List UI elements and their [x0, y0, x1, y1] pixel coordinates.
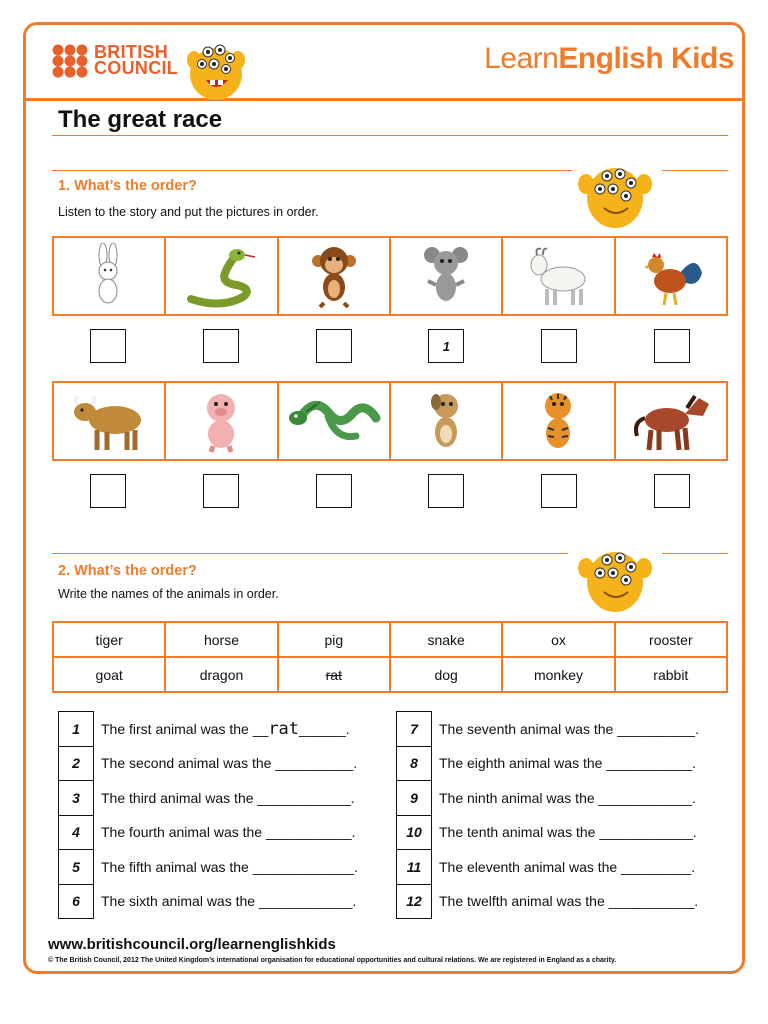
- ox-picture: [54, 383, 166, 459]
- answer-blank[interactable]: __: [252, 720, 269, 737]
- sentence-number: 11: [397, 850, 432, 885]
- sentence-prompt: The eighth animal was the: [439, 755, 607, 772]
- sentence-prompt: The fourth animal was the: [101, 824, 266, 841]
- sentence-end: .: [350, 789, 355, 806]
- sentence-row: [397, 850, 700, 885]
- sentence-number: 1: [59, 712, 94, 747]
- sentence-number: 12: [397, 884, 432, 919]
- sentence-text: [94, 781, 359, 816]
- answer-blank[interactable]: ___________: [608, 893, 695, 910]
- sentence-text: [432, 815, 700, 850]
- word-bank-item: pig: [278, 622, 390, 657]
- title-underline: [52, 135, 728, 136]
- sentence-end: .: [353, 755, 358, 772]
- sentence-prompt: The second animal was the: [101, 755, 276, 772]
- monster-mascot-icon: [180, 36, 252, 102]
- ox-icon: [67, 388, 151, 454]
- word-bank-item: monkey: [502, 657, 614, 692]
- pig-picture: [166, 383, 278, 459]
- order-box[interactable]: [541, 329, 577, 363]
- section2-rule-right: [662, 553, 728, 554]
- answer-blank[interactable]: __________: [275, 755, 354, 772]
- sentence-row: [397, 781, 700, 816]
- sentence-text: [94, 746, 359, 781]
- goat-picture: [503, 238, 615, 314]
- rabbit-picture: [54, 238, 166, 314]
- sentence-number: 6: [59, 884, 94, 919]
- picture-row-2: [52, 381, 728, 461]
- order-box[interactable]: [203, 329, 239, 363]
- sentence-text: [432, 781, 700, 816]
- sentence-row: [59, 781, 359, 816]
- sentence-end: .: [691, 789, 696, 806]
- horse-icon: [629, 388, 713, 454]
- handwritten-answer: rat: [268, 718, 300, 739]
- sentence-number: 3: [59, 781, 94, 816]
- answer-blank[interactable]: ____________: [257, 789, 351, 806]
- sentence-text: [94, 815, 359, 850]
- sentence-number: 9: [397, 781, 432, 816]
- sentence-row: [397, 746, 700, 781]
- sentence-text: [432, 850, 700, 885]
- sentences-left: [58, 711, 359, 919]
- rat-picture: [391, 238, 503, 314]
- dragon-icon: [286, 388, 382, 454]
- word-bank-item: snake: [390, 622, 502, 657]
- rooster-icon: [636, 243, 706, 309]
- sentence-end: .: [351, 824, 356, 841]
- monkey-icon: [304, 243, 364, 309]
- sentence-prompt: The sixth animal was the: [101, 893, 259, 910]
- sentence-row: [59, 815, 359, 850]
- sentence-text: [432, 746, 700, 781]
- order-box[interactable]: [90, 474, 126, 508]
- goat-icon: [523, 243, 593, 309]
- answer-blank[interactable]: ___________: [265, 824, 352, 841]
- section2-rule: [52, 553, 568, 554]
- sentence-text: [432, 712, 700, 747]
- order-box[interactable]: [428, 474, 464, 508]
- answer-blank[interactable]: ____________: [599, 824, 693, 841]
- sentence-end: ______.: [299, 720, 350, 737]
- sentences-right: [396, 711, 700, 919]
- dog-icon: [416, 388, 476, 454]
- sentence-prompt: The third animal was the: [101, 789, 258, 806]
- sentence-number: 7: [397, 712, 432, 747]
- word-bank-item-crossed-out: rat: [278, 657, 390, 692]
- sentence-text: [432, 884, 700, 919]
- tiger-icon: [528, 388, 588, 454]
- section1-heading: 1. What’s the order?: [58, 178, 197, 194]
- snake-icon: [181, 243, 261, 309]
- header-divider: [26, 98, 744, 101]
- sentence-text: [94, 884, 359, 919]
- sentence-row: [59, 884, 359, 919]
- snake-picture: [166, 238, 278, 314]
- sentence-number: 4: [59, 815, 94, 850]
- order-box[interactable]: [316, 474, 352, 508]
- sentence-end: .: [692, 824, 697, 841]
- section2-instruction: Write the names of the animals in order.: [58, 587, 279, 601]
- section1-rule-right: [662, 170, 728, 171]
- sentence-row: [397, 712, 700, 747]
- rat-icon: [416, 243, 476, 309]
- sentence-prompt: The ninth animal was the: [439, 789, 599, 806]
- order-box[interactable]: [541, 474, 577, 508]
- answer-box-row-2: [52, 472, 728, 510]
- word-bank-item: dragon: [165, 657, 277, 692]
- sentence-prompt: The fifth animal was the: [101, 858, 253, 875]
- order-box[interactable]: [316, 329, 352, 363]
- page-title: The great race: [58, 106, 223, 133]
- sentence-row: [397, 815, 700, 850]
- sentence-end: .: [691, 858, 696, 875]
- answer-blank[interactable]: ____________: [598, 789, 692, 806]
- sentence-text: [94, 712, 359, 747]
- sentence-text: [94, 850, 359, 885]
- learnenglish-kids-logo: LearnEnglish Kids: [484, 42, 734, 75]
- footer-copyright: © The British Council, 2012 The United Kingdom’s international organisation for educational opportunities and cultural relations. We are registered in England as a charity.: [48, 957, 617, 964]
- rabbit-icon: [79, 243, 139, 309]
- sentence-prompt: The seventh animal was the: [439, 720, 618, 737]
- dog-picture: [391, 383, 503, 459]
- answer-blank[interactable]: _________: [621, 858, 692, 875]
- answer-blank[interactable]: __________: [617, 720, 696, 737]
- word-bank-item: horse: [165, 622, 277, 657]
- section1-instruction: Listen to the story and put the pictures in order.: [58, 205, 319, 219]
- word-bank-item: rooster: [615, 622, 727, 657]
- sentence-prompt: The tenth animal was the: [439, 824, 600, 841]
- answer-blank[interactable]: ___________: [606, 755, 692, 772]
- word-bank-item: tiger: [53, 622, 165, 657]
- word-bank-item: dog: [390, 657, 502, 692]
- word-bank-item: goat: [53, 657, 165, 692]
- monster-mascot-icon: [574, 156, 656, 232]
- footer-url[interactable]: www.britishcouncil.org/learnenglishkids: [48, 936, 336, 953]
- monster-mascot-icon: [574, 540, 656, 616]
- sentence-end: .: [691, 755, 696, 772]
- answer-blank[interactable]: ____________: [258, 893, 353, 910]
- sentence-row: [59, 712, 359, 747]
- sentence-prompt: The first animal was the: [101, 720, 253, 737]
- sentence-row: [397, 884, 700, 919]
- british-council-wordmark: BRITISH COUNCIL: [94, 42, 179, 78]
- sentence-number: 8: [397, 746, 432, 781]
- british-council-dots-icon: [52, 44, 88, 78]
- sentence-row: [59, 850, 359, 885]
- word-bank: [52, 621, 728, 693]
- sentence-end: .: [352, 893, 357, 910]
- sentence-row: [59, 746, 359, 781]
- sentence-number: 5: [59, 850, 94, 885]
- pig-icon: [191, 388, 251, 454]
- answer-blank[interactable]: _____________: [252, 858, 354, 875]
- tiger-picture: [503, 383, 615, 459]
- order-box[interactable]: 1: [428, 329, 464, 363]
- order-box[interactable]: [654, 329, 690, 363]
- section2-heading: 2. What’s the order?: [58, 563, 197, 579]
- rooster-picture: [616, 238, 726, 314]
- sentence-number: 10: [397, 815, 432, 850]
- answer-box-row-1: [52, 327, 728, 365]
- section1-rule: [52, 170, 572, 171]
- sentence-prompt: The twelfth animal was the: [439, 893, 609, 910]
- word-bank-item: ox: [502, 622, 614, 657]
- order-box[interactable]: [90, 329, 126, 363]
- sentence-end: .: [694, 893, 699, 910]
- horse-picture: [616, 383, 726, 459]
- sentence-end: .: [353, 858, 358, 875]
- dragon-picture: [279, 383, 391, 459]
- sentence-prompt: The eleventh animal was the: [439, 858, 622, 875]
- order-box[interactable]: [203, 474, 239, 508]
- word-bank-item: rabbit: [615, 657, 727, 692]
- sentence-end: .: [695, 720, 699, 737]
- picture-row-1: [52, 236, 728, 316]
- monkey-picture: [279, 238, 391, 314]
- sentence-number: 2: [59, 746, 94, 781]
- order-box[interactable]: [654, 474, 690, 508]
